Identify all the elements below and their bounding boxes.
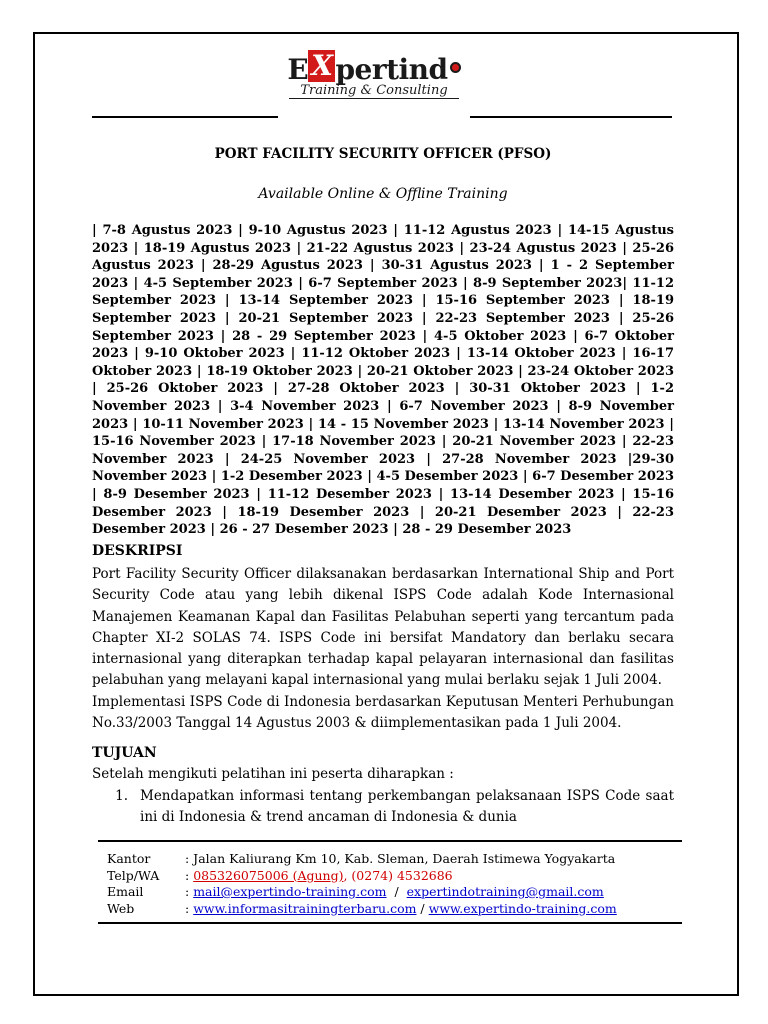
list-item-number: 1. [115,788,128,804]
logo-tagline: Training & Consulting [300,83,448,98]
phone-wa-link[interactable]: 085326075006 (Agung) [193,867,344,883]
telp-separator: : [185,867,194,883]
email-link-primary[interactable]: mail@expertindo-training.com [193,884,387,899]
tujuan-intro: Setelah mengikuti pelatihan ini peserta diharapkan : [92,766,454,782]
deskripsi-paragraph-1: Port Facility Security Officer dilaksanakan berdasarkan International Ship and Port Security Code atau yang lebih dikenal ISPS Code adalah Kode Internasional Manajemen Keamanan Kapal dan Fasilitas Pelabuhan seperti yang tercantum pada Chapter XI-2 SOLAS 74. ISPS Code ini bersifat Mandatory dan berlaku secara internasional yang diterapkan terhadap kapal pelayaran internasional dan fasilitas pelabuhan yang melayani kapal internasional yang mulai berlaku sejak 1 Juli 2004. [92,566,674,689]
footer-rule-top [98,840,682,842]
web-link-secondary[interactable]: www.expertindo-training.com [428,900,617,916]
deskripsi-body [92,564,674,734]
email-link-secondary[interactable]: expertindotraining@gmail.com [406,884,604,899]
contact-row-telp [107,868,682,885]
tujuan-list [92,786,674,828]
list-item-text: Mendapatkan informasi tentang perkembangan pelaksanaan ISPS Code saat ini di Indonesia & trend ancaman di Indonesia & dunia [140,788,674,825]
logo-wordmark [278,49,470,86]
web-value [185,901,617,918]
email-divider: / [386,884,407,899]
phone-office: , (0274) 4532686 [343,867,453,883]
logo-x-mark: X [308,50,335,82]
web-separator: : [185,900,194,916]
kantor-value: : Jalan Kaliurang Km 10, Kab. Sleman, Daerah Istimewa Yogyakarta [185,851,616,866]
contact-row-kantor [107,851,682,868]
email-value [185,884,604,901]
logo-letter-e: E [287,53,309,86]
web-label: Web [107,900,135,916]
schedule-dates: | 7-8 Agustus 2023 | 9-10 Agustus 2023 | 11-12 Agustus 2023 | 14-15 Agustus 2023 | 18-19 Agustus 2023 | 21-22 Agustus 2023 | 23-24 Agustus 2023 | 25-26 Agustus 2023 | 28-29 Agustus 2023 | 30-31 Agustus 2023 | 1 - 2 September 2023 | 4-5 September 2023 | 6-7 September 2023 | 8-9 September 2023| 11-12 September 2023 | 13-14 September 2023 | 15-16 September 2023 | 18-19 September 2023 | 20-21 September 2023 | 22-23 September 2023 | 25-26 September 2023 | 28 - 29 September 2023 | 4-5 Oktober 2023 | 6-7 Oktober 2023 | 9-10 Oktober 2023 | 11-12 Oktober 2023 | 13-14 Oktober 2023 | 16-17 Oktober 2023 | 18-19 Oktober 2023 | 20-21 Oktober 2023 | 23-24 Oktober 2023 | 25-26 Oktober 2023 | 27-28 Oktober 2023 | 30-31 Oktober 2023 | 1-2 November 2023 | 3-4 November 2023 | 6-7 November 2023 | 8-9 November 2023 | 10-11 November 2023 | 14 - 15 November 2023 | 13-14 November 2023 | 15-16 November 2023 | 17-18 November 2023 | 20-21 November 2023 | 22-23 November 2023 | 24-25 November 2023 | 27-28 November 2023 |29-30 November 2023 | 1-2 Desember 2023 | 4-5 Desember 2023 | 6-7 Desember 2023 | 8-9 Desember 2023 | 11-12 Desember 2023 | 13-14 Desember 2023 | 15-16 Desember 2023 | 18-19 Desember 2023 | 20-21 Desember 2023 | 22-23 Desember 2023 | 26 - 27 Desember 2023 | 28 - 29 Desember 2023 [92,223,674,538]
web-divider: / [416,900,429,916]
kantor-label: Kantor [107,851,151,866]
deskripsi-paragraph-2: Implementasi ISPS Code di Indonesia berdasarkan Keputusan Menteri Perhubungan No.33/2003 Tanggal 14 Agustus 2003 & diimplementasikan pada 1 Juli 2004. [92,693,674,732]
logo-letters: pertind [335,53,448,86]
list-item [92,786,674,828]
email-label: Email [107,884,144,899]
document-title: PORT FACILITY SECURITY OFFICER (PFSO) [214,146,552,162]
document-subtitle: Available Online & Offline Training [258,186,508,202]
logo-o-dot-icon [450,62,461,73]
header-rule-right [470,116,672,118]
telp-value [185,868,453,885]
web-link-primary[interactable]: www.informasitrainingterbaru.com [193,900,417,916]
footer-rule-bottom [98,922,682,924]
telp-label: Telp/WA [107,867,160,883]
contact-row-email [107,884,682,901]
logo-underline [289,98,459,99]
deskripsi-heading: DESKRIPSI [92,543,183,559]
email-separator: : [185,884,194,899]
contact-footer [107,851,682,917]
header-rule-left [92,116,278,118]
tujuan-heading: TUJUAN [92,745,157,761]
expertindo-logo [278,44,470,134]
contact-row-web [107,901,682,918]
